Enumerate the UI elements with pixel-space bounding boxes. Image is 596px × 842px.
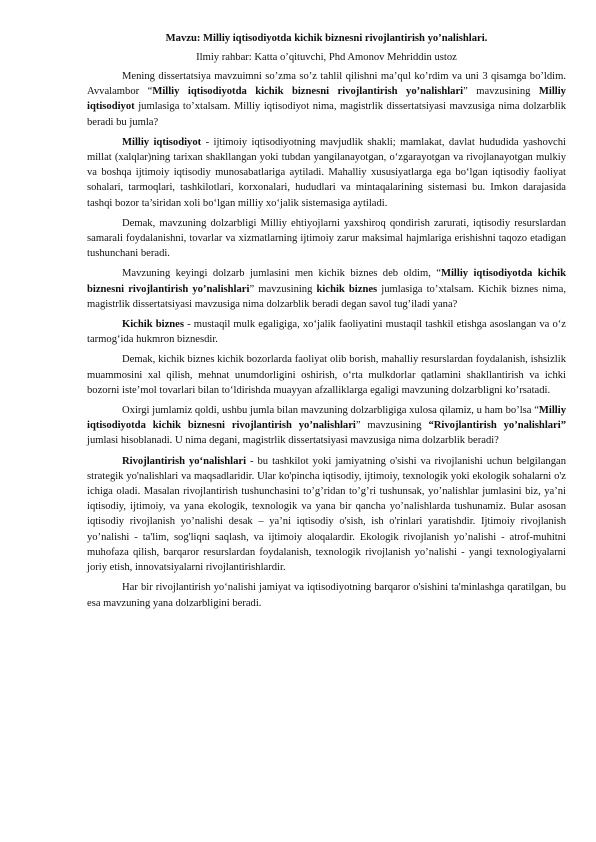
paragraph [87, 135, 566, 211]
document-title: Mavzu: Milliy iqtisodiyotda kichik biznesni rivojlantirish yo’nalishlari. [165, 33, 488, 44]
bold-text: Rivojlantirish yo‘nalishlari [122, 455, 247, 467]
paragraph [87, 266, 566, 312]
paragraph [87, 352, 566, 398]
paragraph [87, 454, 566, 576]
bold-text: “Rivojlantirish yo’nalishlari” [428, 420, 566, 432]
text-run: Demak, kichik biznes kichik bozorlarda faoliyat olib borish, mahalliy resurslardan foydalanish, ishsizlik muammosini xal qilish, mehnat unumdorligini oshirish, o‘rta mulkdorlar qatlamini shakllantirish va ichki bozorni iste’mol tovarlari bilan to‘ldirishda muayyan afzalliklarga egaligi mavzuning dolzarbligni ko’rsatadi. [87, 354, 566, 396]
text-run: ” mavzusining [355, 420, 429, 432]
paragraph [87, 403, 566, 449]
bold-text: Milliy iqtisodiyotda kichik biznesni rivojlantirish yo’nalishlari [87, 268, 566, 295]
bold-text: Kichik biznes [122, 319, 184, 331]
bold-text: Milliy iqtisodiyot [87, 86, 566, 113]
text-run: - mustaqil mulk egaligiga, xo‘jalik faoliyatini mustaqil tashkil etishga asoslangan va o‘z tarmog‘ida hukmron biznesdir. [87, 319, 567, 346]
paragraph [87, 580, 566, 610]
text-run: jumlasi hisoblanadi. U nima degani, magistrlik dissertatsiyasi mavzusiga nima dolzarblik beradi? [87, 435, 499, 447]
text-run: Mavzuning keyingi dolzarb jumlasini men kichik biznes deb oldim, “ [122, 268, 441, 280]
text-run: jumlasiga to’xtalsam. Kichik biznes nima, magistrlik dissertatsiyasi mavzusiga nima dolzarblik beradi degan savol tug’iladi yana? [87, 283, 567, 310]
text-run: Demak, mavzuning dolzarbligi Milliy ehtiyojlarni yaxshiroq qondirish zarurati, iqtisodiy resurslardan samarali foydalanishni, tovarlar va xizmatlarning ijtimoiy zarur maksimal hajmlariga erishishni taqozo etadigan tushunchani beradi. [87, 217, 566, 260]
text-run: Oxirgi jumlamiz qoldi, ushbu jumla bilan mavzuning dolzarbligiga xulosa qilamiz, u ham bo’lsa “ [122, 405, 539, 417]
bold-text: Milliy iqtisodiyotda kichik biznesni rivojlantirish yo’nalishlari [152, 86, 464, 98]
document-body [87, 69, 566, 611]
text-run: ” mavzusining [249, 283, 317, 295]
text-run: ” mavzusining [463, 86, 539, 98]
text-run: - bu tashkilot yoki jamiyatning o'sishi va rivojlanishi uchun belgilangan strategik yo'nalishlari va maqsadlaridir. Ular ko'pincha iqtisodiy, ijtimoiy, texnologik yoki ekologik sohalarni o'z ichiga oladi. Masalan rivojlantirish tushunchasini to’g’ridan to’g’ri tushunsak, yo’nalishlar jumlasini biz, ya’ni iqtisodiy, ijtimoiy, va yana ekologik, texnologik va yana bir qancha yo’nalishlarda tushunamiz. Bular asosan iqtisodiy rivojlanish yo’nalishi desak – ya’ni iqtisodiy o'sish, ish o'rinlari yaratishdir. Ijtimoiy rivojlanish yo’nalishi - ta'lim, sog'liqni saqlash, va ijtimoiy aloqalardir. Ekologik rivojlanish yo’nalishi - atrof-muhitni muhofaza qilish, barqaror resurslardan foydalanish, texnologik rivojlanish yo’nalishi - yangi texnologiyalarni joriy etish, innovatsiyalarni rivojlantirishlardir. [87, 455, 566, 574]
paragraph [87, 317, 566, 347]
supervisor-line: Ilmiy rahbar: Katta o’qituvchi, Phd Amonov Mehriddin ustoz [196, 52, 457, 63]
text-run: jumlasiga to’xtalsam. Milliy iqtisodiyot nima, magistrlik dissertatsiyasi mavzusiga nima dolzarblik beradi bu jumla? [87, 101, 566, 128]
paragraph [87, 69, 566, 130]
text-run: - ijtimoiy iqtisodiyotning mavjudlik shakli; mamlakat, davlat hududida yashovchi millat (xalqlar)ning tarixan shakllangan yoki tubdan yangilanayotgan, o‘zgarayotgan va rivojlanayotgan mulkiy va boshqa ijtimoiy iqtisodiy munosabatlariga aytiladi. Mahalliy xususiyatlarga ega bo‘lgan iqtisodiy faoliyat sohalari, tarmoqlari, tashkilotlari, korxonalari, hududlari va mintaqalarining sistemasi bu. Imkon darajasida tashqi bozor ta’siridan xoli bo‘lgan milliy xo‘jalik sistemasiga aytiladi. [87, 136, 566, 209]
paragraph [87, 216, 566, 262]
bold-text: Milliy iqtisodiyotda kichik biznesni rivojlantirish yo’nalishlari [87, 405, 566, 432]
text-run: Mening dissertatsiya mavzuimni so’zma so’z tahlil qilishni ma’qul ko’rdim va uni 3 qisamga bo’ldim. Avvalambor “ [87, 71, 566, 98]
bold-text: kichik biznes [316, 283, 378, 295]
text-run: Har bir rivojlantirish yo‘nalishi jamiyat va iqtisodiyotning barqaror o'sishini ta'minlashga qaratilgan, bu esa mavzuning yana dolzarbligini beradi. [87, 582, 566, 609]
bold-text: Milliy iqtisodiyot [122, 136, 202, 148]
